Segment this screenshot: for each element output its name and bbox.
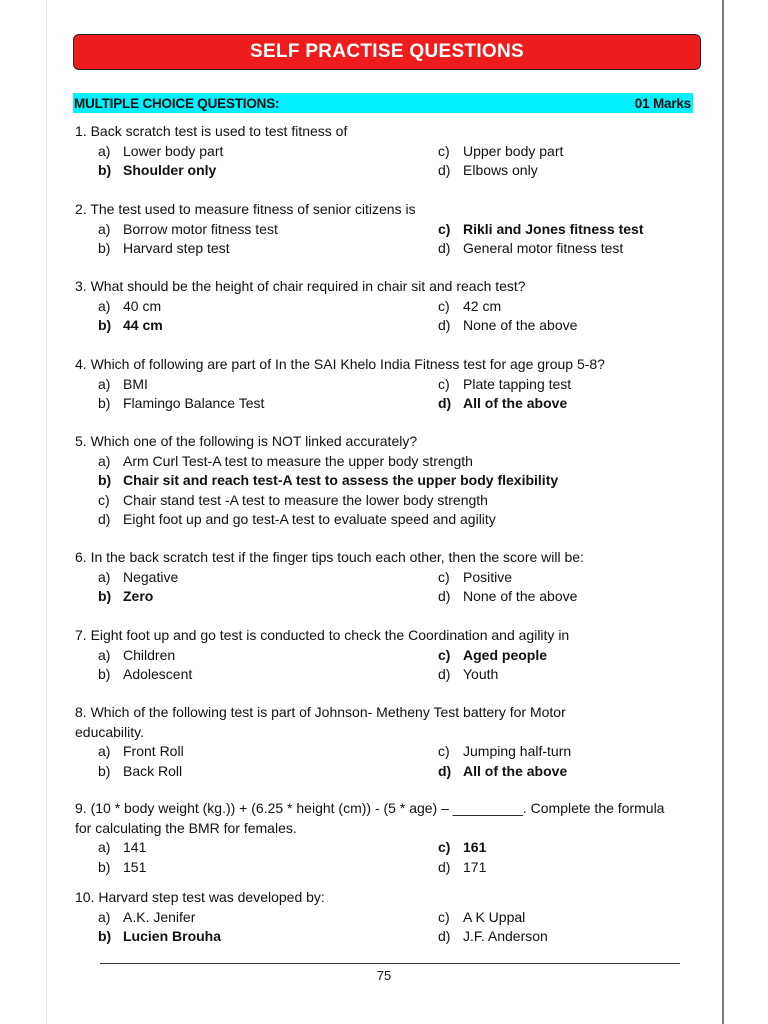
question-8 [75,703,675,781]
option-label: d) [438,162,451,178]
option-text: All of the above [463,395,568,411]
option-b-answer [98,161,438,181]
option-b [98,239,438,259]
section-header [73,93,693,113]
option-c [438,742,698,762]
option-text: Youth [463,666,499,682]
question-4 [75,355,675,414]
option-c [438,297,698,317]
options [98,838,675,877]
option-text: J.F. Anderson [463,928,548,944]
option-d [438,239,698,259]
option-text: Eight foot up and go test-A test to evaluate speed and agility [123,511,496,527]
option-c [438,375,698,395]
option-d-answer [438,762,698,782]
option-label: d) [438,317,451,333]
banner-title: SELF PRACTISE QUESTIONS [250,41,524,62]
options [98,568,675,607]
option-text: Negative [123,568,179,585]
page-edge-line [722,0,724,1024]
question-text: 4. Which of following are part of In the SAI Khelo India Fitness test for age group 5-8? [75,356,605,372]
option-label: a) [98,297,111,314]
option-a [98,220,438,240]
option-label: c) [438,375,450,392]
option-text: Aged people [463,646,548,663]
question-text: 7. Eight foot up and go test is conducted to check the Coordination and agility in [75,627,570,643]
option-b [98,394,438,414]
option-text: 171 [463,858,487,875]
option-label: a) [98,220,111,237]
option-text: Zero [123,588,154,604]
option-text: 151 [123,858,147,875]
option-text: Arm Curl Test-A test to measure the upper body strength [123,452,473,469]
options [98,452,675,530]
option-c [98,491,675,511]
option-text: A.K. Jenifer [123,908,196,925]
option-label: b) [98,317,112,333]
option-label: d) [438,666,451,682]
option-text: 161 [463,839,487,855]
option-d [438,858,698,878]
option-label: c) [438,908,450,925]
option-c [438,568,698,588]
option-label: c) [98,491,110,508]
option-text: Lucien Brouha [123,928,222,944]
option-label: b) [98,762,111,779]
option-label: d) [438,928,451,944]
question-1 [75,122,675,181]
option-text: 141 [123,839,147,855]
title-banner [73,34,701,70]
question-text: 10. Harvard step test was developed by: [75,889,325,905]
option-a [98,908,438,928]
option-text: 42 cm [463,297,502,314]
option-label: c) [438,568,450,585]
option-text: Rikli and Jones fitness test [463,220,644,237]
question-text: 2. The test used to measure fitness of senior citizens is [75,201,416,217]
option-c-answer [438,646,698,666]
option-text: General motor fitness test [463,240,624,256]
question-10 [75,888,675,947]
question-7 [75,626,675,685]
option-label: b) [98,395,111,411]
option-label: a) [98,908,111,925]
option-c-answer [438,220,698,240]
option-label: a) [98,839,111,855]
option-text: Adolescent [123,666,193,682]
option-d [438,665,698,685]
option-label: b) [98,858,111,875]
option-text: A K Uppal [463,908,526,925]
option-text: Elbows only [463,162,538,178]
option-d-answer [438,394,698,414]
option-text: Children [123,646,176,663]
option-text: Harvard step test [123,240,230,256]
option-text: Front Roll [123,743,184,759]
option-b-answer [98,316,438,336]
option-label: c) [438,839,451,855]
option-text: None of the above [463,588,578,604]
option-d [98,510,675,530]
option-c [438,908,698,928]
option-a [98,375,438,395]
option-b [98,858,438,878]
question-2 [75,200,675,259]
section-title: MULTIPLE CHOICE QUESTIONS: [74,95,280,111]
question-5 [75,432,675,530]
option-a [98,452,675,472]
option-label: b) [98,472,112,488]
option-label: c) [438,220,451,237]
option-label: d) [438,858,451,875]
options [98,142,675,181]
options [98,220,675,259]
option-text: 44 cm [123,317,163,333]
section-marks: 01 Marks [634,95,691,111]
option-label: b) [98,162,112,178]
question-text: 8. Which of the following test is part of Johnson- Metheny Test battery for Motor educability. [75,704,566,740]
option-label: c) [438,646,451,663]
option-label: c) [438,743,450,759]
option-label: c) [438,142,450,159]
page-number: 75 [376,968,392,983]
option-b-answer [98,927,438,947]
options [98,646,675,685]
options [98,908,675,947]
option-label: d) [98,511,111,527]
option-label: a) [98,743,111,759]
option-c-answer [438,838,698,858]
option-b [98,762,438,782]
option-text: Flamingo Balance Test [123,395,265,411]
option-a [98,838,438,858]
option-label: a) [98,142,111,159]
option-d [438,927,698,947]
option-c [438,142,698,162]
option-label: b) [98,666,111,682]
option-text: Upper body part [463,142,564,159]
option-label: a) [98,375,111,392]
option-a [98,568,438,588]
options [98,297,675,336]
option-text: 40 cm [123,297,162,314]
option-label: d) [438,395,452,411]
question-text: 5. Which one of the following is NOT linked accurately? [75,433,418,449]
option-label: d) [438,762,452,779]
option-d [438,587,698,607]
option-text: BMI [123,375,148,392]
option-b-answer [98,471,675,491]
option-text: Shoulder only [123,162,217,178]
option-text: Borrow motor fitness test [123,220,278,237]
question-text: 1. Back scratch test is used to test fitness of [75,123,348,139]
option-a [98,742,438,762]
option-label: a) [98,568,111,585]
option-label: b) [98,588,112,604]
question-6 [75,548,675,607]
option-text: All of the above [463,762,568,779]
footer-divider [100,963,680,964]
question-9 [75,799,675,877]
question-3 [75,277,675,336]
page-left-edge [46,0,47,1024]
option-text: Back Roll [123,762,183,779]
question-text: 6. In the back scratch test if the finger tips touch each other, then the score will be: [75,549,584,565]
option-label: d) [438,588,451,604]
option-label: d) [438,240,451,256]
options [98,375,675,414]
question-text: 3. What should be the height of chair required in chair sit and reach test? [75,278,526,294]
option-d [438,161,698,181]
question-text: 9. (10 * body weight (kg.)) + (6.25 * height (cm)) - (5 * age) – _________. Complete the formula for calculating the BMR for females. [75,800,665,836]
option-text: None of the above [463,317,578,333]
option-text: Positive [463,568,513,585]
option-label: b) [98,928,112,944]
option-a [98,297,438,317]
option-label: c) [438,297,450,314]
option-text: Chair stand test -A test to measure the lower body strength [123,491,488,508]
option-d [438,316,698,336]
option-text: Jumping half-turn [463,743,572,759]
option-label: a) [98,452,111,469]
option-b [98,665,438,685]
option-a [98,646,438,666]
option-label: a) [98,646,111,663]
option-text: Chair sit and reach test-A test to assess the upper body flexibility [123,472,559,488]
option-text: Lower body part [123,142,224,159]
option-label: b) [98,240,111,256]
options [98,742,675,781]
option-b-answer [98,587,438,607]
option-a [98,142,438,162]
option-text: Plate tapping test [463,375,572,392]
